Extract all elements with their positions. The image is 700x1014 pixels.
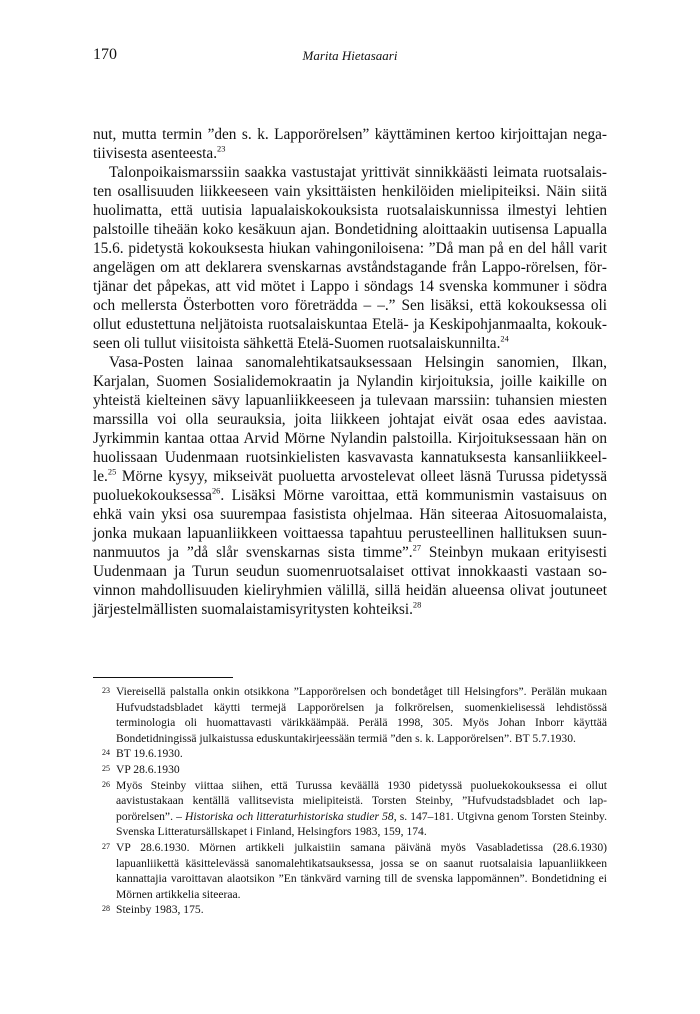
paragraph-text: nut, mutta termin ”den s. k. Lapporörelsen” käyttäminen kertoo kirjoittajan negatiivisesta asenteesta. xyxy=(93,126,607,162)
footnote-title-italic: Historiska och litteraturhistoriska studier 58 xyxy=(185,809,394,823)
footnote-number: 24 xyxy=(102,748,110,758)
footnote-number: 25 xyxy=(102,763,110,773)
footnote-text: VP 28.6.1930 xyxy=(116,762,180,776)
footnote-number: 23 xyxy=(102,686,110,695)
footnote-separator xyxy=(93,677,233,678)
footnote-text: Steinby 1983, 175. xyxy=(116,903,204,917)
footnote-number: 26 xyxy=(102,779,110,789)
footnote-text: , s. 147–181. Utgivna genom Torsten Steinby. Svenska Litteratursällskapet i Finland, Helsingfors 1983, 159, 174. xyxy=(116,809,607,839)
footnote-ref-24[interactable]: 24 xyxy=(500,334,509,344)
paragraph-2 xyxy=(93,163,607,353)
paragraph-text: Mörne kysyy, mikseivät puoluetta arvostelevat olleet läsnä Turussa pidetyssä puoluekokouksessa xyxy=(93,468,607,504)
paragraph-text: Talonpoikaismarssiin saakka vastustajat yrittivät sinnikkäästi leimata ruotsalaisten osallisuuden liikkeeseen vain yksittäisten henkilöiden mielipiteiksi. Näin siitä huolimatta, että uutisia lapualaiskokouksista ruotsalaiskunnissa ilmestyi lehtien palstoille tiheään koko kesäkuun ajan. Bondetidning aloittaakin uutisensa Lapualla 15.6. pidetystä kokouksesta hiukan vahingoniloisena: ”Då man på en del håll varit angelägen om att deklarera svenskarnas avståndstagande från Lappo-rörelsen, förtjänar det påpekas, att vid mötet i Lappo i söndags 14 svenska kommuner i södra och mellersta Österbotten voro företrädda – –.” Sen lisäksi, että kokouksessa oli ollut edustettuna neljätoista ruotsalaiskuntaa Etelä- ja Keskipohjanmaalta, kokoukseen oli tullut viisitoista sähkettä Etelä-Suomen ruotsalaiskunnilta. xyxy=(93,164,607,352)
footnote-ref-27[interactable]: 27 xyxy=(412,543,422,553)
paragraph-text: Steinbyn mukaan erityisesti Uudenmaan ja Turun seudun suomenruotsalaiset ottivat innokkaasti vastaan sovinnon mahdollisuuden kieliryhmien välillä, sillä heidän alueensa olivat joutuneet järjestelmällisten suomalaistamisyritysten kohteiksi. xyxy=(93,544,608,618)
page-header xyxy=(93,46,607,70)
paragraph-text: . Lisäksi Mörne varoittaa, että kommunismin vastaisuus on ehkä vain yksi osa suurempaa fasistista ohjelmaa. Hän siteeraa Aitosuomalaista, jonka mukaan lapuanliikkeen voittaessa tapahtuu perusteellinen hallituksen suunnanmuutos ja ”då slår svenskarnas sista timme”. xyxy=(93,487,607,561)
paragraph-1 xyxy=(93,125,607,163)
footnote-23 xyxy=(93,684,607,746)
footnote-text: VP 28.6.1930. Mörnen artikkeli julkaistiin samana päivänä myös Vasabladetissa (28.6.1930) lapuanliikettä käsittelevässä sanomalehtikatsauksessa, jossa se on saanut ruotsalaisia lapuanliikkeen kannattajia varoittavan alaotsikon ”En tänkvärd varning till de svenska lappomännen”. Bondetidning ei Mörnen artikkelia siteeraa. xyxy=(116,840,607,901)
body-text xyxy=(93,125,607,619)
footnote-number: 28 xyxy=(102,904,110,914)
footnote-25 xyxy=(93,762,607,778)
paragraph-3 xyxy=(93,353,607,619)
running-head: Marita Hietasaari xyxy=(302,48,398,63)
footnote-26 xyxy=(93,778,607,840)
footnote-text: Myös Steinby viittaa siihen, että Turussa keväällä 1930 pidetyssä puoluekokouksessa ei ollut aavistustakaan kentällä vallitsevista mielipiteistä. Torsten Steinby, ”Hufvudstadsbladet och lapporörelsen”. – xyxy=(116,778,607,823)
paragraph-text: Vasa-Posten lainaa sanomalehtikatsauksessaan Helsingin sanomien, Ilkan, Karjalan, Suomen Sosialidemokraatin ja Nylandin kirjoituksia, joille kaikille on yhteistä kielteinen sävy lapuanliikkeeseen ja tulevaan marssiin: tuhansien miesten marssilla voi olla seurauksia, joita liikkeen johtajat eivät osaa edes aavistaa. Jyrkimmin kantaa ottaa Arvid Mörne Nylandin palstoilla. Kirjoituksessaan hän on huolissaan Uudenmaan ruotsinkielisten kasvavasta kannatuksesta kansanliikkeelle. xyxy=(93,354,607,485)
footnote-text: BT 19.6.1930. xyxy=(116,747,183,761)
footnote-ref-23[interactable]: 23 xyxy=(217,144,226,154)
footnote-24 xyxy=(93,746,607,762)
page-number: 170 xyxy=(93,46,117,63)
footnotes xyxy=(93,684,607,918)
footnote-27 xyxy=(93,840,607,902)
footnote-ref-28[interactable]: 28 xyxy=(412,600,422,610)
footnote-28 xyxy=(93,902,607,918)
footnote-text: Viereisellä palstalla onkin otsikkona ”Lapporörelsen och bondetåget till Helsingfors”. Perälän mukaan Hufvudstadsbladet käytti termejä Lapporörelsen ja folkrörelsen, suomenkielisessä lehdistössä terminologia oli huomattavasti värikkäämpää. Perälä 1998, 305. Myös Johan Inborr käyttää Bondetidningissä julkaistussa eduskuntakirjeessään termiä ”den s. k. Lapporörelsen”. BT 5.7.1930. xyxy=(116,685,607,745)
footnote-ref-25[interactable]: 25 xyxy=(107,467,117,477)
footnote-number: 27 xyxy=(102,841,110,851)
footnote-ref-26[interactable]: 26 xyxy=(211,486,221,496)
